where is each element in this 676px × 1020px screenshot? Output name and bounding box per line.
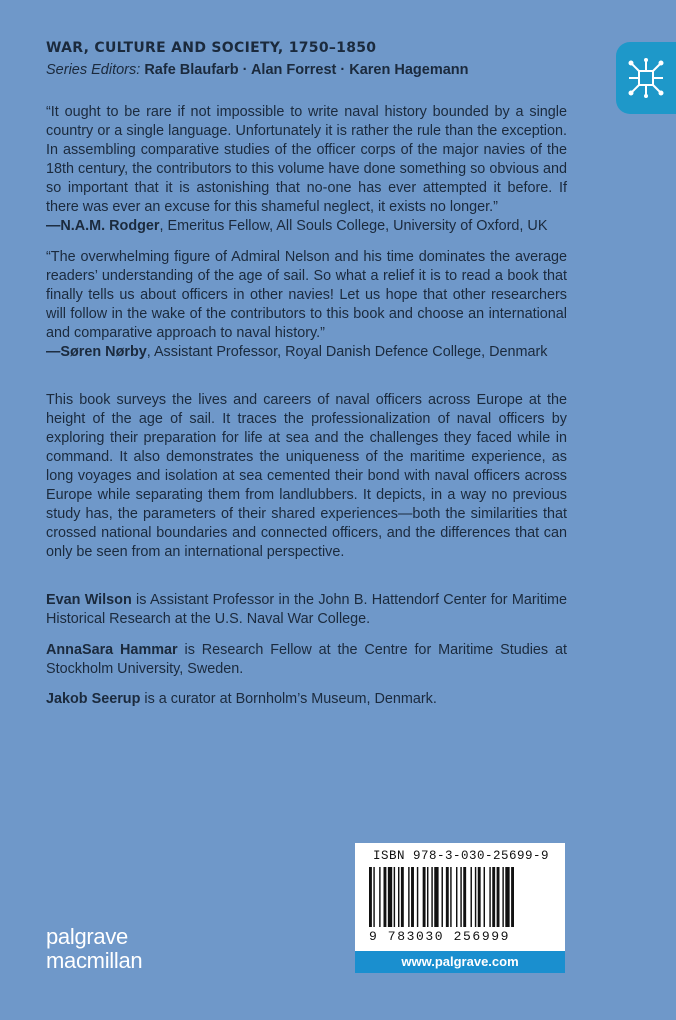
author-bio-text-1: is Assistant Professor in the John B. Hattendorf Center for Maritime Historical Research at the U.S. Naval War College.	[46, 592, 568, 627]
author-bio-text-3: is a curator at Bornholm’s Museum, Denmark.	[140, 691, 437, 707]
barcode-bar	[398, 867, 399, 927]
barcode-bar	[492, 867, 495, 927]
barcode-bar	[431, 867, 432, 927]
barcode-bar	[417, 867, 418, 927]
series-editors	[46, 62, 469, 78]
author-bio-text-2: is Research Fellow at the Centre for Maritime Studies at Stockholm University, Sweden.	[46, 642, 567, 677]
barcode-bar	[450, 867, 451, 927]
barcode-bar	[478, 867, 481, 927]
series-badge	[616, 42, 676, 114]
barcode-bar	[471, 867, 472, 927]
barcode-bar	[484, 867, 485, 927]
barcode-bar	[446, 867, 449, 927]
barcode-bar	[379, 867, 380, 927]
series-title: WAR, CULTURE AND SOCIETY, 1750–1850	[46, 40, 377, 56]
barcode	[369, 867, 553, 927]
barcode-bar	[511, 867, 514, 927]
barcode-bar	[384, 867, 387, 927]
barcode-bar	[401, 867, 404, 927]
endorsement-quote-2	[46, 248, 567, 362]
barcode-bar	[463, 867, 466, 927]
series-editors-names: Rafe Blaufarb · Alan Forrest · Karen Hagemann	[144, 62, 469, 78]
publisher-logo-line-2: macmillan	[46, 948, 143, 973]
barcode-bar	[427, 867, 428, 927]
publisher-url[interactable]: www.palgrave.com	[355, 951, 565, 973]
barcode-bar	[388, 867, 392, 927]
isbn-barcode-box	[355, 843, 565, 951]
barcode-bar	[502, 867, 503, 927]
barcode-bar	[497, 867, 500, 927]
barcode-bar	[475, 867, 476, 927]
quote-1-text: “It ought to be rare if not impossible to write naval history bounded by a single country or a single language. Unfortunately it is rather the rule than the exception. In assembling comparative studies of the officer corps of the major navies of the 18th century, the contributors to this volume have done something so obvious and so important that it is astonishing that no-one has ever attempted it before. If there was ever an excuse for this shameful neglect, it exists no longer.”	[46, 104, 567, 215]
barcode-bar	[505, 867, 509, 927]
network-icon	[628, 56, 664, 100]
barcode-bar	[460, 867, 461, 927]
quote-2-author: —Søren Nørby	[46, 344, 147, 360]
author-bio-2	[46, 641, 567, 679]
barcode-bar	[408, 867, 409, 927]
barcode-bar	[489, 867, 490, 927]
barcode-bar	[373, 867, 374, 927]
barcode-bar	[442, 867, 443, 927]
author-name-2: AnnaSara Hammar	[46, 642, 178, 658]
isbn-label: ISBN 978-3-030-25699-9	[373, 849, 550, 863]
quote-1-author: —N.A.M. Rodger	[46, 218, 160, 234]
barcode-bar	[434, 867, 438, 927]
author-name-3: Jakob Seerup	[46, 691, 141, 707]
publisher-logo-line-1: palgrave	[46, 924, 128, 949]
quote-2-text: “The overwhelming figure of Admiral Nelson and his time dominates the average readers’ understanding of the age of sail. So what a relief it is to read a book that finally tells us about officers in other navies! Let us hope that other researchers will follow in the wake of the contributors to this book and choose an international and comparative approach to naval history.”	[46, 249, 567, 341]
barcode-bar	[394, 867, 395, 927]
author-bio-1	[46, 591, 567, 629]
barcode-bar	[456, 867, 457, 927]
series-editors-label: Series Editors:	[46, 62, 141, 78]
publisher-logo	[46, 925, 142, 973]
endorsement-quote-1	[46, 103, 567, 236]
barcode-digits: 9 783030 256999	[369, 929, 511, 944]
barcode-bar	[423, 867, 426, 927]
author-bio-3	[46, 690, 567, 709]
quote-1-affiliation: , Emeritus Fellow, All Souls College, University of Oxford, UK	[159, 218, 548, 234]
barcode-bar	[411, 867, 414, 927]
book-description: This book surveys the lives and careers of naval officers across Europe at the height of the age of sail. It traces the professionalization of naval officers by exploring their preparation for life at sea and the challenges they faced while in command. It also demonstrates the uniqueness of the maritime experience, as long voyages and isolation at sea cemented their bond with naval officers across Europe while separating them from landlubbers. It depicts, in a way no previous study has, the parameters of their shared experiences—both the similarities that crossed national boundaries and connected officers, and the differences that can only be seen from an international perspective.	[46, 392, 567, 560]
author-name-1: Evan Wilson	[46, 592, 132, 608]
barcode-bar	[369, 867, 372, 927]
quote-2-affiliation: , Assistant Professor, Royal Danish Defence College, Denmark	[146, 344, 548, 360]
